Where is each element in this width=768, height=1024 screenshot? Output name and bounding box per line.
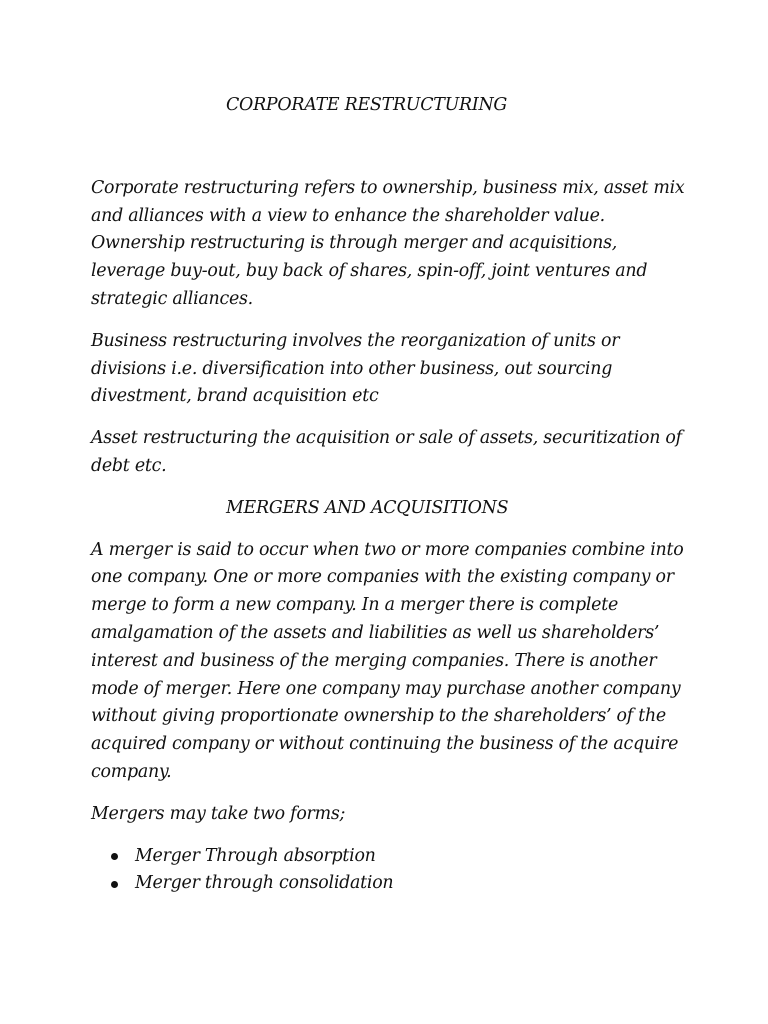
paragraph-corporate-restructuring: Corporate restructuring refers to ownership, business mix, asset mix and alliances with a view to enhance the shareholder value. Ownership restructuring is through merger and acquisitions, leverage buy-out, buy back of shares, spin-off, joint ventures and strategic alliances. bbox=[91, 177, 685, 309]
section-heading-mergers: MERGERS AND ACQUISITIONS bbox=[226, 497, 509, 518]
paragraph-merger-definition: A merger is said to occur when two or more companies combine into one company. One or more companies with the existing company or merge to form a new company. In a merger there is complete amalgamation of the assets and liabilities as well us shareholders’ interest and business of the merging companies. There is another mode of merger. Here one company may purchase another company without giving proportionate ownership to the shareholders’ of the acquired company or without continuing the business of the acquire company. bbox=[91, 539, 684, 782]
list-item-label: Merger Through absorption bbox=[135, 845, 376, 866]
list-item bbox=[91, 870, 691, 898]
paragraph-merger-forms: Mergers may take two forms; bbox=[91, 803, 346, 824]
document-body bbox=[91, 92, 691, 898]
bullet-icon bbox=[111, 853, 118, 860]
paragraph-business-restructuring: Business restructuring involves the reorganization of units or divisions i.e. diversification into other business, out sourcing divestment, brand acquisition etc bbox=[91, 330, 620, 407]
merger-forms-list bbox=[91, 843, 691, 899]
list-item-label: Merger through consolidation bbox=[135, 873, 394, 894]
paragraph-asset-restructuring: Asset restructuring the acquisition or sale of assets, securitization of debt etc. bbox=[91, 428, 682, 476]
list-item bbox=[91, 843, 691, 871]
document-title: CORPORATE RESTRUCTURING bbox=[226, 95, 508, 115]
bullet-icon bbox=[111, 881, 118, 888]
